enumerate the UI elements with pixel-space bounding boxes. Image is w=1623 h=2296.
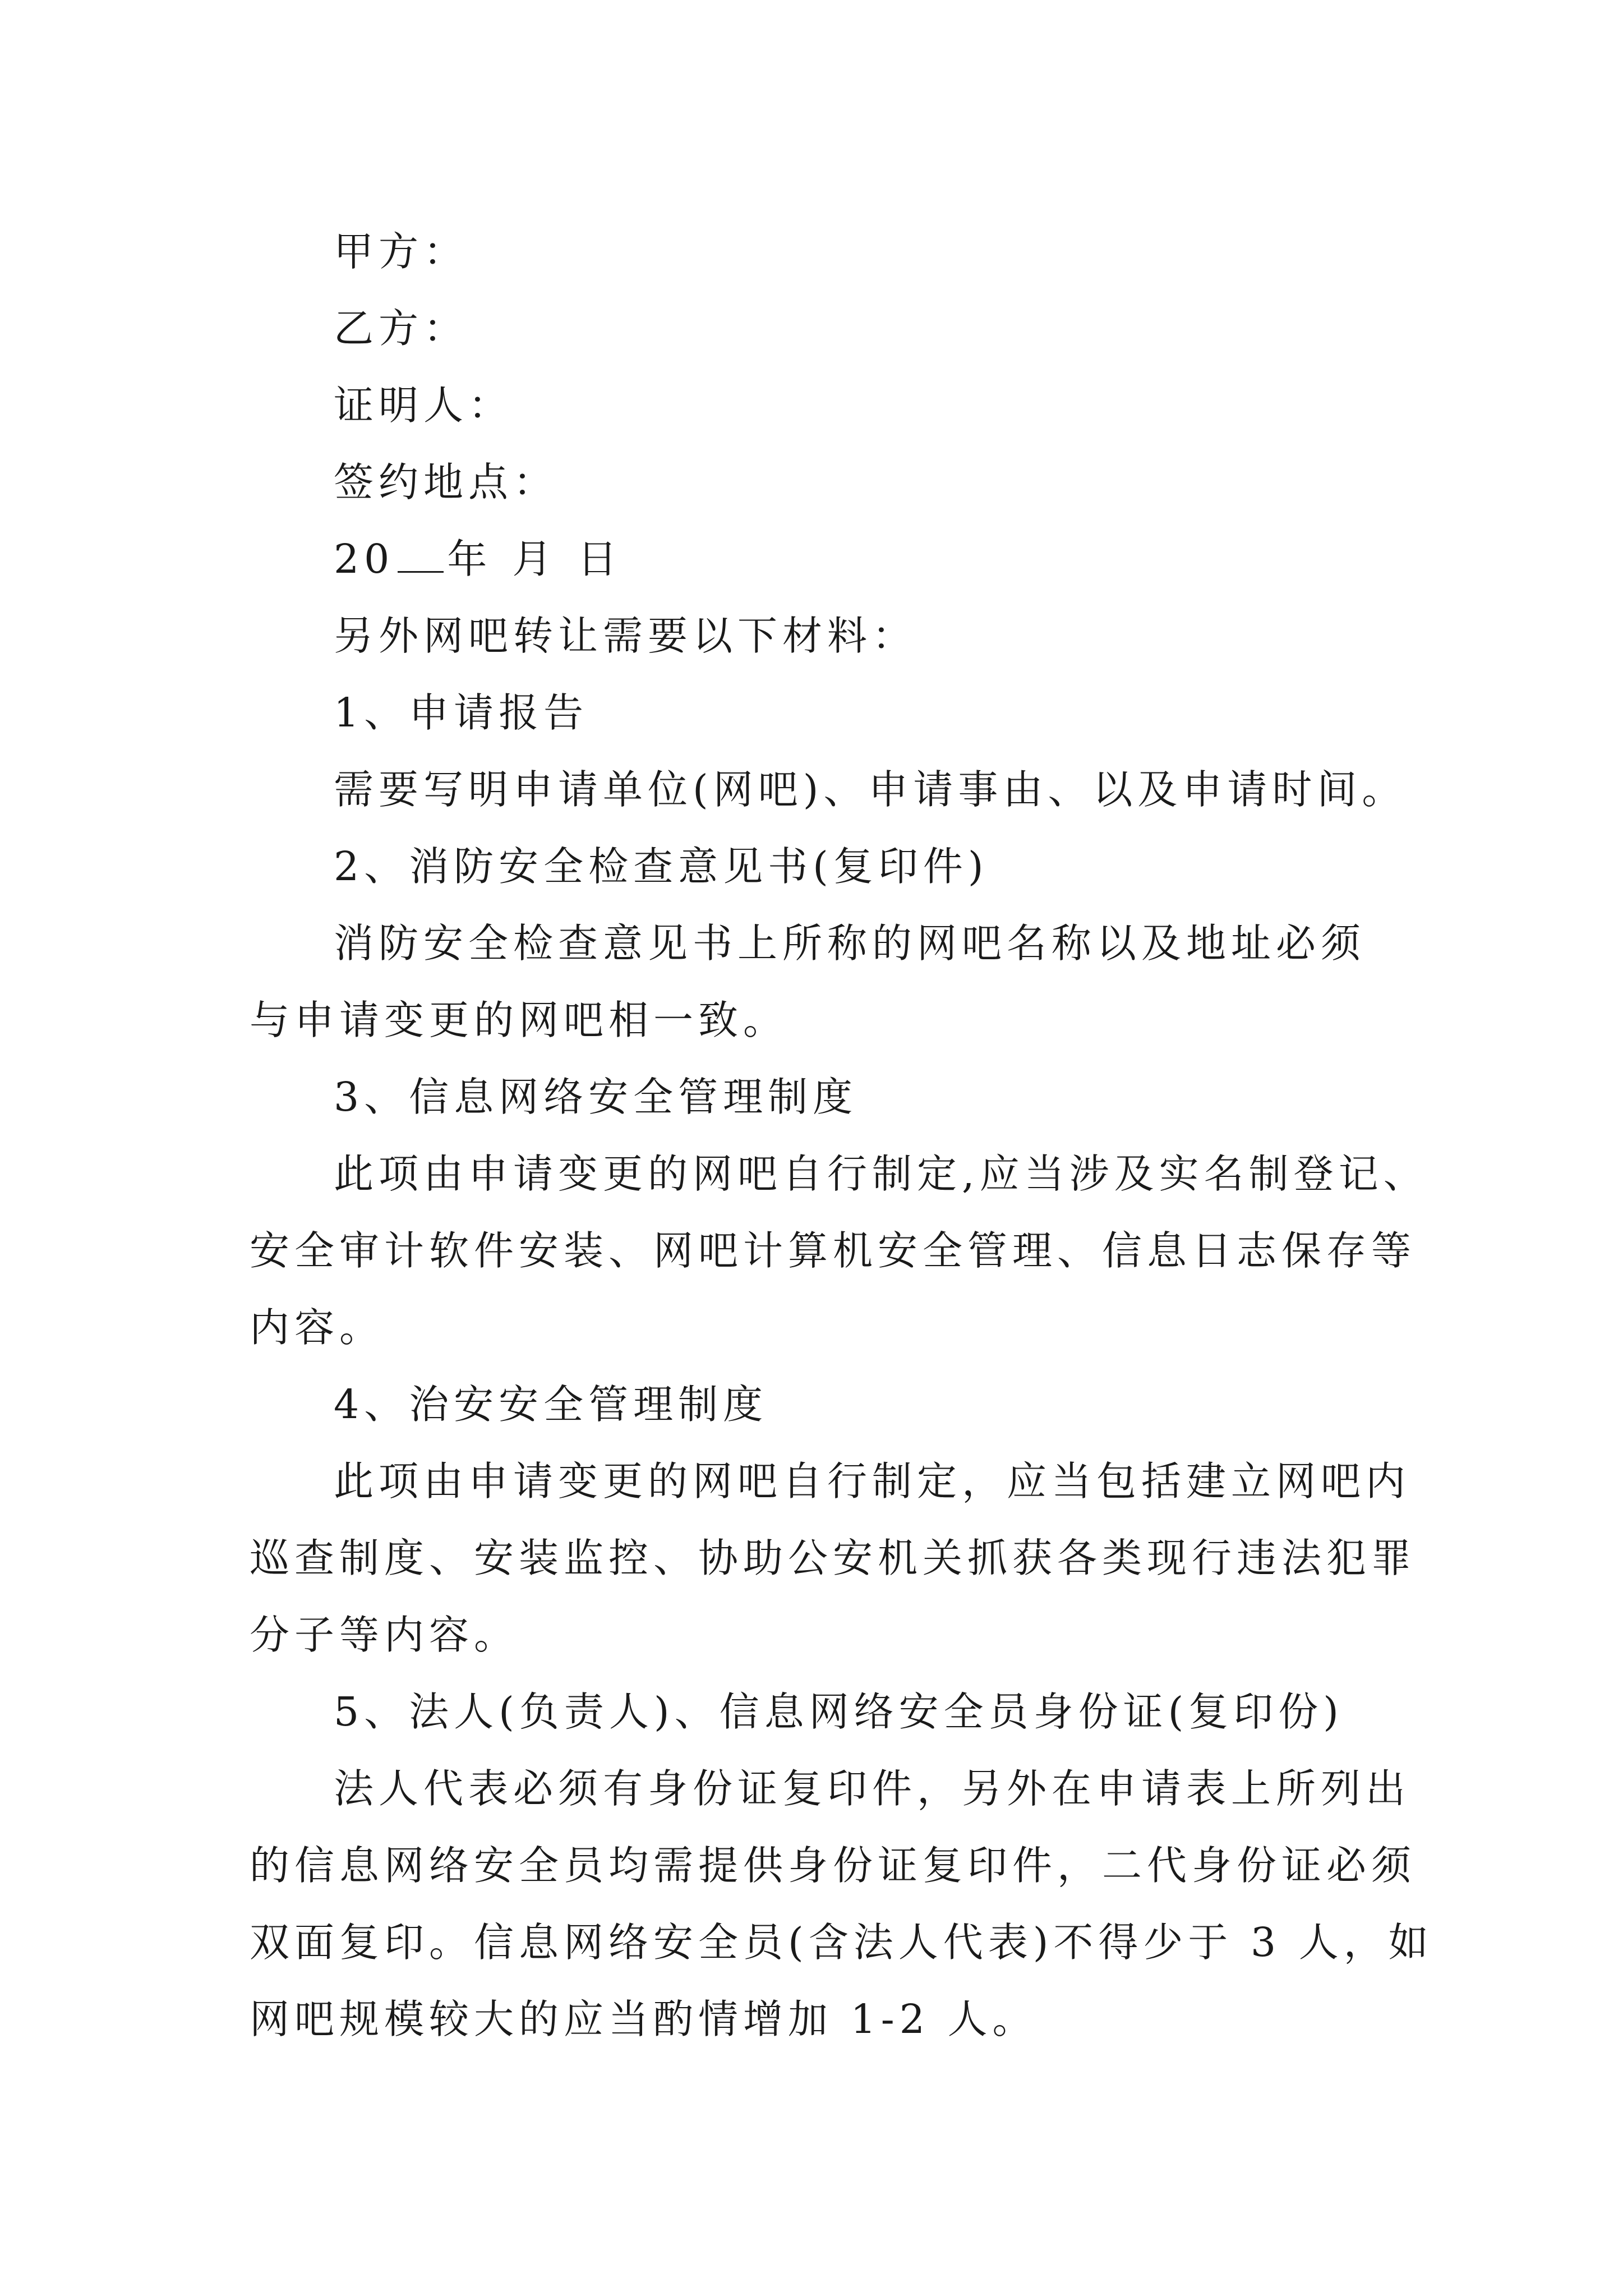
item-5-text-line: 双面复印。信息网络安全员(含法人代表)不得少于 3 人，如 xyxy=(250,1919,1433,1966)
item-3-text-line: 此项由申请变更的网吧自行制定,应当涉及实名制登记、 xyxy=(334,1151,1428,1197)
item-3-title: 3、信息网络安全管理制度 xyxy=(334,1074,858,1120)
item-1-title: 1、申请报告 xyxy=(334,689,589,736)
item-2-title: 2、消防安全检查意见书(复印件) xyxy=(334,843,989,890)
date-year-suffix: 年 xyxy=(447,536,492,582)
signing-location-label: 签约地点： xyxy=(334,459,559,505)
party-b-label: 乙方： xyxy=(334,305,469,352)
document-body xyxy=(250,213,1433,2058)
item-1-text-line: 需要写明申请单位(网吧)、申请事由、以及申请时间。 xyxy=(334,766,1407,813)
item-5-title: 5、法人(负责人)、信息网络安全员身份证(复印份) xyxy=(334,1688,1344,1735)
item-4-text-line: 巡查制度、安装监控、协助公安机关抓获各类现行违法犯罪 xyxy=(250,1535,1417,1581)
item-5-text-line: 的信息网络安全员均需提供身份证复印件，二代身份证必须 xyxy=(250,1842,1417,1889)
item-5-text-line: 网吧规模较大的应当酌情增加 1-2 人。 xyxy=(250,1996,1038,2042)
witness-label: 证明人： xyxy=(334,382,514,429)
party-a-label: 甲方： xyxy=(334,228,469,275)
date-year-blank xyxy=(398,536,444,573)
item-4-title: 4、治安安全管理制度 xyxy=(334,1381,768,1428)
date-year-prefix: 20 xyxy=(334,536,395,582)
item-3-text-line: 安全审计软件安装、网吧计算机安全管理、信息日志保存等 xyxy=(250,1227,1417,1274)
item-4-text-line: 此项由申请变更的网吧自行制定，应当包括建立网吧内 xyxy=(334,1458,1411,1504)
item-4-text-line: 分子等内容。 xyxy=(250,1612,519,1658)
item-2-text-line: 与申请变更的网吧相一致。 xyxy=(250,997,789,1043)
signing-date xyxy=(250,521,1394,597)
item-3-text-line: 内容。 xyxy=(250,1304,385,1351)
date-day: 日 xyxy=(577,536,623,582)
materials-intro: 另外网吧转让需要以下材料： xyxy=(334,613,917,659)
item-5-text-line: 法人代表必须有身份证复印件，另外在申请表上所列出 xyxy=(334,1765,1411,1812)
date-month: 月 xyxy=(512,536,557,582)
item-2-text-line: 消防安全检查意见书上所称的网吧名称以及地址必须 xyxy=(334,920,1366,967)
